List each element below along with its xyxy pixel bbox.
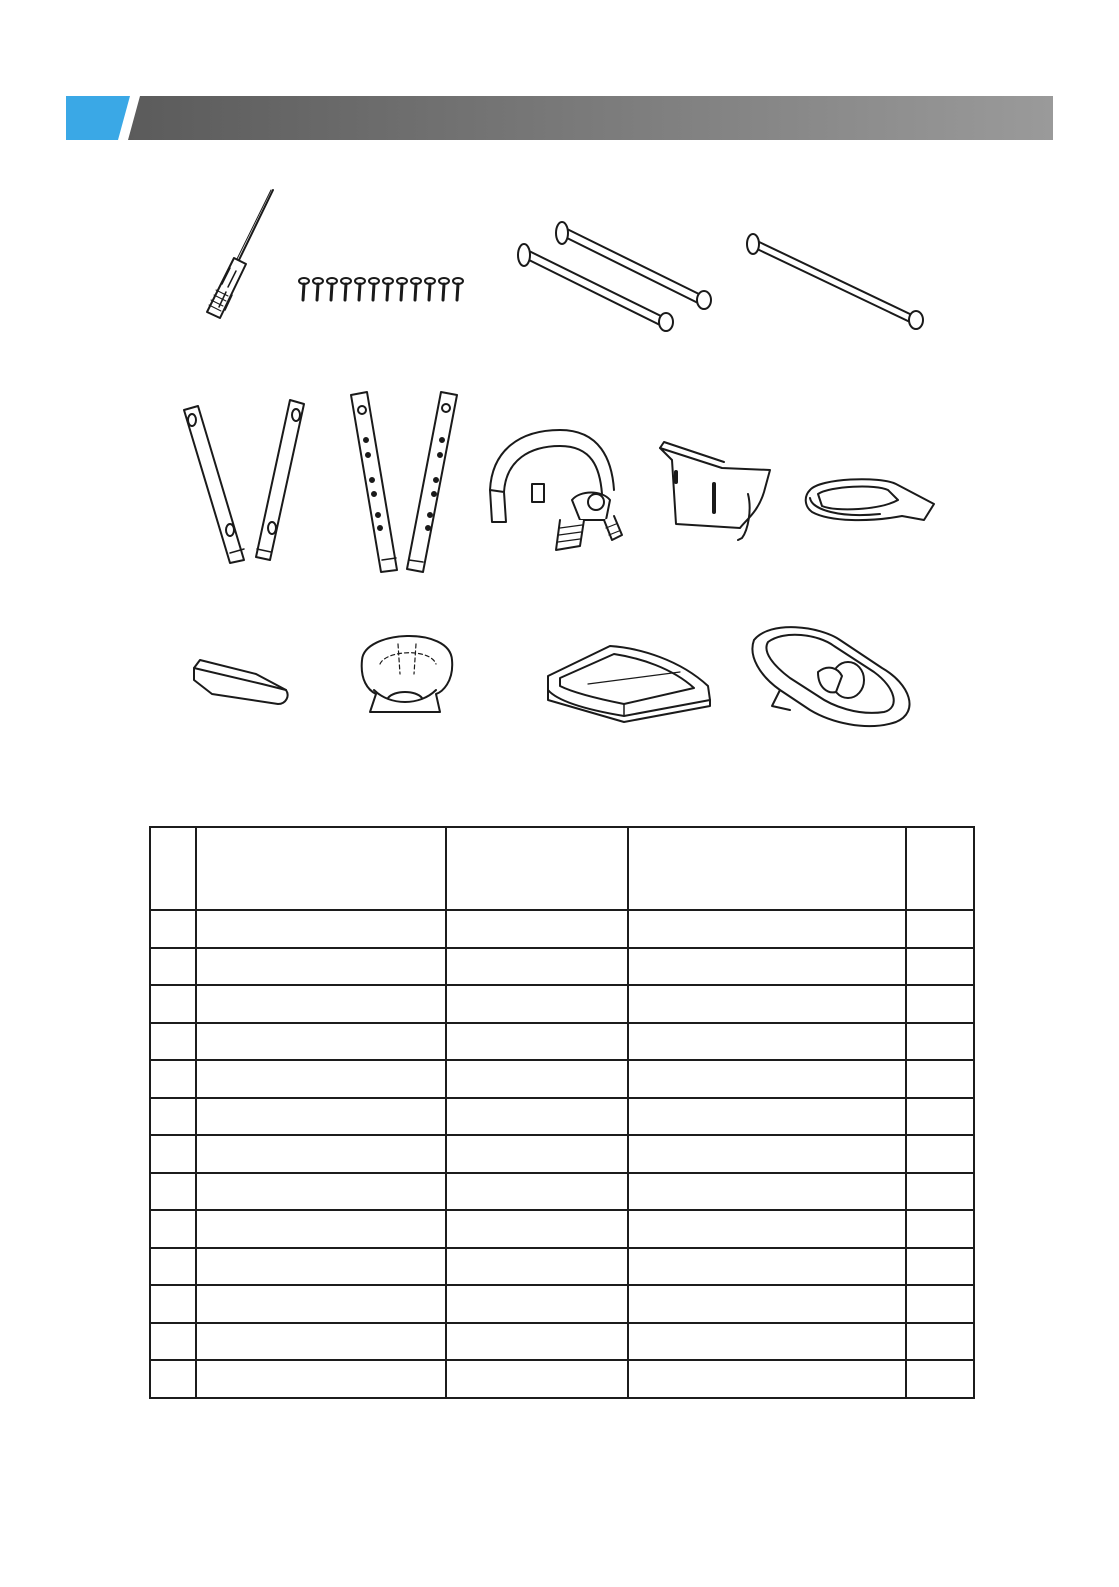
- screw-shaft: [387, 284, 388, 300]
- table-cell: [446, 1210, 628, 1248]
- table-row: [150, 985, 974, 1023]
- table-cell: [196, 1098, 446, 1136]
- table-row: [150, 1285, 974, 1323]
- section-header-bar: [0, 0, 1119, 160]
- screw-shaft: [429, 284, 430, 300]
- table-cell: [196, 910, 446, 948]
- table-cell: [446, 1360, 628, 1398]
- table-cell: [628, 1173, 906, 1211]
- table-cell: [906, 910, 974, 948]
- table-header-cell: [150, 827, 196, 910]
- table-row: [150, 910, 974, 948]
- table-cell: [628, 1060, 906, 1098]
- table-cell: [906, 1023, 974, 1061]
- table-cell: [196, 1248, 446, 1286]
- table-cell: [150, 948, 196, 986]
- table-cell: [446, 1135, 628, 1173]
- table-cell: [196, 1285, 446, 1323]
- table-cell: [446, 1323, 628, 1361]
- seat-pad-icon: [548, 646, 710, 722]
- section-title-band: [128, 96, 1053, 140]
- table-cell: [446, 948, 628, 986]
- table-cell: [196, 1173, 446, 1211]
- table-cell: [628, 948, 906, 986]
- table-cell: [446, 985, 628, 1023]
- screw-shaft: [345, 284, 346, 300]
- table-row: [150, 1135, 974, 1173]
- table-cell: [196, 948, 446, 986]
- table-cell: [150, 1360, 196, 1398]
- table-cell: [196, 1210, 446, 1248]
- table-cell: [628, 985, 906, 1023]
- table-row: [150, 1023, 974, 1061]
- table-row: [150, 1323, 974, 1361]
- table-header-cell: [196, 827, 446, 910]
- table-header-row: [150, 827, 974, 910]
- table-cell: [196, 1135, 446, 1173]
- table-cell: [196, 985, 446, 1023]
- footrest-icon: [194, 660, 288, 704]
- table-cell: [906, 1098, 974, 1136]
- table-cell: [628, 1210, 906, 1248]
- table-cell: [150, 1323, 196, 1361]
- table-cell: [906, 1285, 974, 1323]
- table-cell: [628, 910, 906, 948]
- table-cell: [196, 1360, 446, 1398]
- table-row: [150, 948, 974, 986]
- parts-list-table: [149, 826, 975, 1399]
- table-header-cell: [446, 827, 628, 910]
- screw-shaft: [457, 284, 458, 300]
- table-cell: [150, 1098, 196, 1136]
- table-cell: [906, 1248, 974, 1286]
- table-cell: [150, 985, 196, 1023]
- table-cell: [196, 1023, 446, 1061]
- table-cell: [196, 1060, 446, 1098]
- double-crossbar-icon: [518, 222, 711, 331]
- table-cell: [196, 1323, 446, 1361]
- bouncer-insert-icon: [752, 627, 909, 726]
- table-header-cell: [628, 827, 906, 910]
- long-legs-icon: [351, 392, 457, 572]
- table-row: [150, 1098, 974, 1136]
- table-row: [150, 1173, 974, 1211]
- screw-shaft: [415, 284, 416, 300]
- seat-cushion-icon: [362, 636, 453, 712]
- table-cell: [150, 1060, 196, 1098]
- table-cell: [906, 1323, 974, 1361]
- table-cell: [446, 1098, 628, 1136]
- table-header-cell: [906, 827, 974, 910]
- table-cell: [906, 948, 974, 986]
- table-cell: [150, 1023, 196, 1061]
- table-cell: [150, 1285, 196, 1323]
- backrest-icon: [660, 442, 770, 540]
- table-cell: [150, 1248, 196, 1286]
- screw-shaft: [359, 284, 360, 300]
- table-cell: [906, 985, 974, 1023]
- table-cell: [906, 1135, 974, 1173]
- screw-shaft: [401, 284, 402, 300]
- table-cell: [446, 1023, 628, 1061]
- seat-frame-icon: [490, 430, 622, 550]
- table-cell: [446, 1248, 628, 1286]
- screw-shaft: [331, 284, 332, 300]
- single-crossbar-icon: [747, 234, 923, 329]
- table-row: [150, 1060, 974, 1098]
- table-cell: [446, 1285, 628, 1323]
- section-accent-block: [66, 96, 130, 140]
- table-cell: [150, 1173, 196, 1211]
- table-cell: [150, 910, 196, 948]
- table-cell: [446, 1060, 628, 1098]
- table-cell: [628, 1023, 906, 1061]
- screw-shaft: [303, 284, 304, 300]
- screws-icon: [299, 278, 463, 300]
- table-cell: [446, 1173, 628, 1211]
- table-row: [150, 1210, 974, 1248]
- table-cell: [628, 1135, 906, 1173]
- table-cell: [906, 1060, 974, 1098]
- table-cell: [628, 1285, 906, 1323]
- table-cell: [906, 1173, 974, 1211]
- screw-shaft: [373, 284, 374, 300]
- tray-icon: [806, 479, 934, 520]
- table-cell: [628, 1323, 906, 1361]
- screw-shaft: [443, 284, 444, 300]
- table-cell: [150, 1135, 196, 1173]
- screwdriver-icon: [207, 190, 273, 318]
- table-cell: [446, 910, 628, 948]
- table-cell: [628, 1360, 906, 1398]
- table-cell: [906, 1360, 974, 1398]
- screw-shaft: [317, 284, 318, 300]
- table-cell: [628, 1098, 906, 1136]
- table-row: [150, 1248, 974, 1286]
- short-legs-icon: [184, 400, 304, 563]
- table-cell: [906, 1210, 974, 1248]
- table-cell: [150, 1210, 196, 1248]
- table-cell: [628, 1248, 906, 1286]
- parts-illustrations: [0, 170, 1119, 750]
- table-row: [150, 1360, 974, 1398]
